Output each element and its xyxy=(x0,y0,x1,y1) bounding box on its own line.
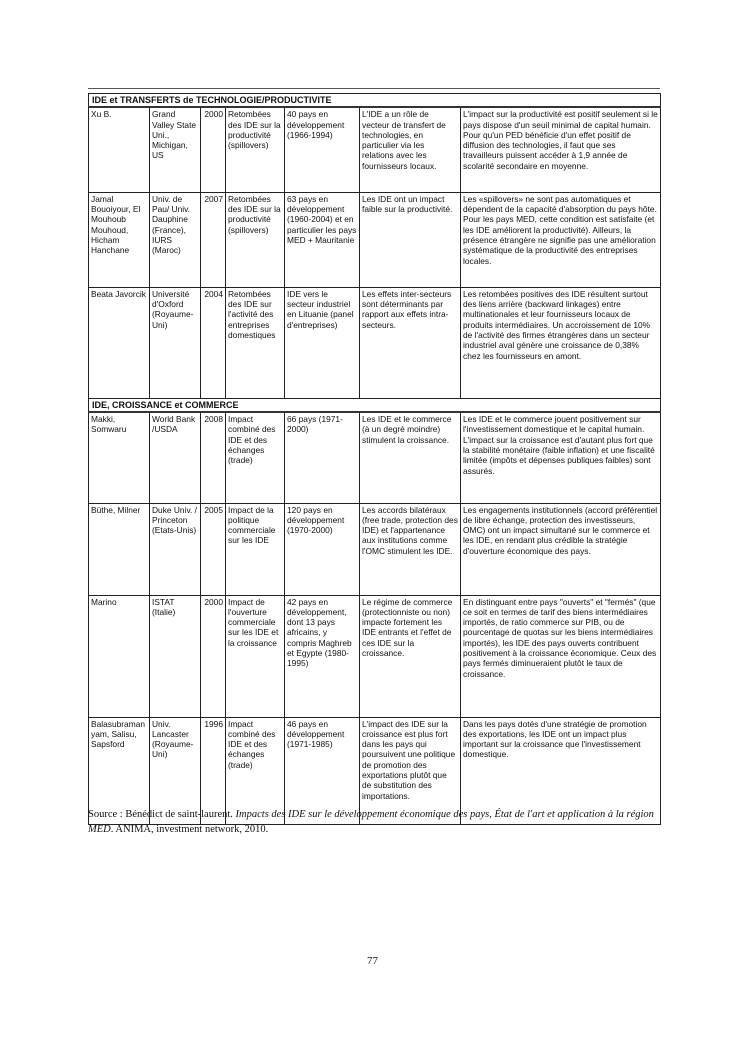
comment-cell: Les «spillovers» ne sont pas automatiques et dépendent de la capacité d'absorption du pays hôte. Pour les pays MED, cette condition est satisfaite (et les IDE améliorent la productivité). Ailleurs, la présence étrangère ne signifie pas une amélioration systématique de la productivité des entreprises locales. xyxy=(461,192,661,287)
table-row xyxy=(89,107,661,192)
year-cell: 2005 xyxy=(201,503,226,595)
year-cell: 2008 xyxy=(201,412,226,503)
author-cell: Beata Javorcik xyxy=(89,287,150,398)
section-header-row xyxy=(89,398,661,412)
author-cell: Makki, Somwaru xyxy=(89,412,150,503)
subject-cell: Impact combiné des IDE et des échanges (trade) xyxy=(226,412,285,503)
table-row xyxy=(89,192,661,287)
sample-cell: 63 pays en développement (1960-2004) et en particulier les pays MED + Mauritanie xyxy=(285,192,360,287)
result-cell: L'impact des IDE sur la croissance est plus fort dans les pays qui poursuivent une politique de promotion des exportations plutôt que de substitution des importations. xyxy=(360,717,461,824)
institution-cell: Grand Valley State Uni., Michigan, US xyxy=(150,107,201,192)
subject-cell: Impact de l'ouverture commerciale sur les IDE et la croissance xyxy=(226,595,285,717)
subject-cell: Retombées des IDE sur l'activité des entreprises domestiques xyxy=(226,287,285,398)
section-title: IDE et TRANSFERTS de TECHNOLOGIE/PRODUCTIVITE xyxy=(89,94,661,108)
subject-cell: Retombées des IDE sur la productivité (spillovers) xyxy=(226,192,285,287)
comment-cell: L'impact sur la productivité est positif seulement si le pays dispose d'un seuil minimal de capital humain. Pour qu'un PED bénéficie d'un effet positif de diffusion des technologies, il faut que ses travailleurs puissent accéder à 1,9 année de scolarité secondaire en moyenne. xyxy=(461,107,661,192)
year-cell: 2007 xyxy=(201,192,226,287)
author-cell: Büthe, Milner xyxy=(89,503,150,595)
institution-cell: Université d'Oxford (Royaume-Uni) xyxy=(150,287,201,398)
sample-cell: 120 pays en développement (1970-2000) xyxy=(285,503,360,595)
comment-cell: Dans les pays dotés d'une stratégie de promotion des exportations, les IDE ont un impact plus important sur la croissance que l'investissement domestique. xyxy=(461,717,661,824)
year-cell: 2000 xyxy=(201,107,226,192)
institution-cell: Duke Univ. / Princeton (Etats-Unis) xyxy=(150,503,201,595)
table-row xyxy=(89,412,661,503)
section-title: IDE, CROISSANCE et COMMERCE xyxy=(89,398,661,412)
comment-cell: Les retombées positives des IDE résultent surtout des liens arrière (backward linkages) entre multinationales et leur fournisseurs locaux de produits intermédiaires. Un accroissement de 10% de l'activité des firmes étrangères dans un secteur industriel aval génère une croissance de 0,38% chez les fournisseurs en amont. xyxy=(461,287,661,398)
result-cell: Les IDE ont un impact faible sur la productivité. xyxy=(360,192,461,287)
studies-table-wrapper xyxy=(88,88,660,825)
result-cell: Les effets inter-secteurs sont déterminants par rapport aux effets intra-secteurs. xyxy=(360,287,461,398)
source-title: Impacts des IDE sur le développement économique des pays, État de l'art et application à la région MED xyxy=(88,809,654,835)
studies-table xyxy=(88,93,661,825)
year-cell: 2004 xyxy=(201,287,226,398)
result-cell: L'IDE a un rôle de vecteur de transfert de technologies, en particulier via les relations avec les fournisseurs locaux. xyxy=(360,107,461,192)
sample-cell: 42 pays en développement, dont 13 pays africains, y compris Maghreb et Egypte (1980-1995) xyxy=(285,595,360,717)
result-cell: Les accords bilatéraux (free trade, protection des IDE) et l'appartenance aux institutions comme l'OMC stimulent les IDE. xyxy=(360,503,461,595)
table-row xyxy=(89,595,661,717)
comment-cell: En distinguant entre pays "ouverts" et "fermés" (que ce soit en termes de tarif des biens intermédiaires importés, de ratio commerce sur PIB, ou de pourcentage de quotas sur les biens intermédiaires importés), les IDE des pays ouverts contribuent positivement à la croissance économique. Ceux des pays fermés diminueraient plutôt le taux de croissance. xyxy=(461,595,661,717)
sample-cell: IDE vers le secteur industriel en Lituanie (panel d'entreprises) xyxy=(285,287,360,398)
sample-cell: 40 pays en développement (1966-1994) xyxy=(285,107,360,192)
section-header-row xyxy=(89,94,661,108)
subject-cell: Impact combiné des IDE et des échanges (trade) xyxy=(226,717,285,824)
subject-cell: Impact de la politique commerciale sur les IDE xyxy=(226,503,285,595)
source-prefix: Source : Bénédict de saint-laurent. xyxy=(88,809,236,820)
author-cell: Balasubramanyam, Salisu, Sapsford xyxy=(89,717,150,824)
sample-cell: 46 pays en développement (1971-1985) xyxy=(285,717,360,824)
page-number: 77 xyxy=(367,955,378,967)
sample-cell: 66 pays (1971-2000) xyxy=(285,412,360,503)
comment-cell: Les engagements institutionnels (accord préférentiel de libre échange, protection des investisseurs, OMC) ont un impact simultané sur le commerce et les IDE, en rendant plus crédible la stratégie d'ouverture économique des pays. xyxy=(461,503,661,595)
institution-cell: World Bank /USDA xyxy=(150,412,201,503)
source-citation xyxy=(88,807,658,837)
comment-cell: Les IDE et le commerce jouent positivement sur l'investissement domestique et le capital humain. L'impact sur la croissance est d'autant plus fort que la stabilité monétaire (faible inflation) et une fiscalité limitée (impôts et dépenses publiques faibles) sont assurés. xyxy=(461,412,661,503)
result-cell: Le régime de commerce (protectionniste ou non) impacte fortement les IDE entrants et l'effet de ces IDE sur la croissance. xyxy=(360,595,461,717)
table-row xyxy=(89,503,661,595)
studies-table-body xyxy=(89,94,661,825)
author-cell: Xu B. xyxy=(89,107,150,192)
source-suffix: . ANIMA, investment network, 2010. xyxy=(110,824,269,835)
table-row xyxy=(89,287,661,398)
year-cell: 2000 xyxy=(201,595,226,717)
author-cell: Jamal Bouoiyour, El Mouhoub Mouhoud, Hicham Hanchane xyxy=(89,192,150,287)
institution-cell: ISTAT (Italie) xyxy=(150,595,201,717)
year-cell: 1996 xyxy=(201,717,226,824)
institution-cell: Univ. Lancaster (Royaume-Uni) xyxy=(150,717,201,824)
subject-cell: Retombées des IDE sur la productivité (spillovers) xyxy=(226,107,285,192)
institution-cell: Univ. de Pau/ Univ. Dauphine (France), IURS (Maroc) xyxy=(150,192,201,287)
author-cell: Marino xyxy=(89,595,150,717)
result-cell: Les IDE et le commerce (à un degré moindre) stimulent la croissance. xyxy=(360,412,461,503)
